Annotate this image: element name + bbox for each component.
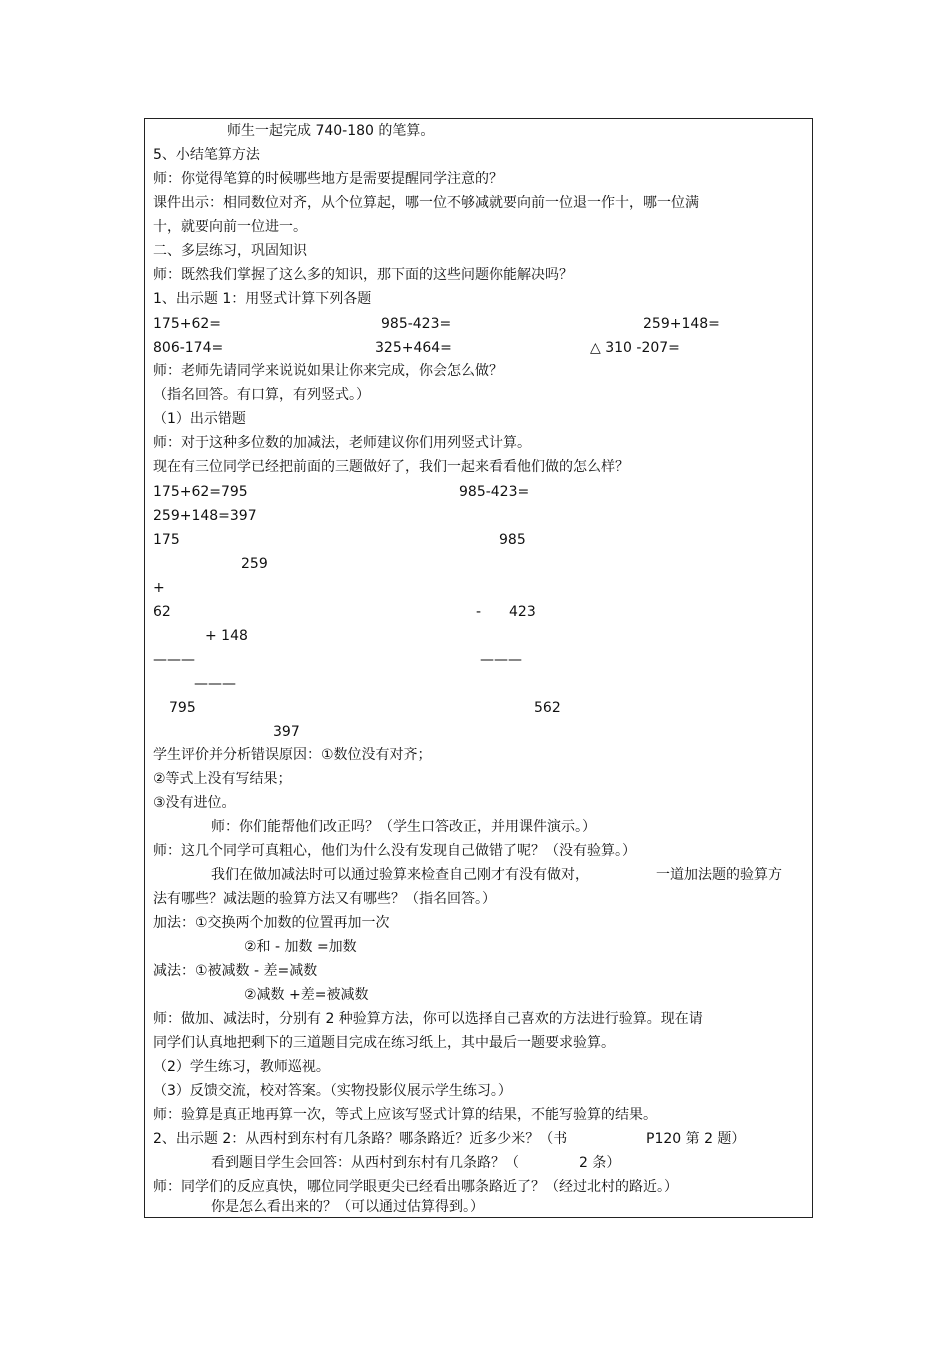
- math-expression: 259+148=397: [153, 508, 257, 524]
- text-line: 师：你觉得笔算的时候哪些地方是需要提醒同学注意的？: [153, 171, 503, 187]
- vertical-calc-rule: ———: [480, 652, 522, 668]
- vertical-calc-operator: -: [476, 604, 482, 620]
- text-line: 5、小结笔算方法: [153, 147, 260, 163]
- vertical-calc-operator: +: [153, 580, 165, 596]
- text-line: 2、出示题 2：从西村到东村有几条路？哪条路近？近多少米？（书: [153, 1131, 568, 1147]
- text-line: 师生一起完成 740-180 的笔算。: [227, 123, 435, 139]
- text-line: ②等式上没有写结果；: [153, 771, 292, 787]
- vertical-calc-result: 562: [534, 700, 561, 716]
- vertical-calc-digit: 423: [509, 604, 536, 620]
- text-line: 师：老师先请同学来说说如果让你来完成，你会怎么做？: [153, 363, 503, 379]
- text-line: P120 第 2 题）: [646, 1131, 746, 1147]
- text-line: 一道加法题的验算方: [656, 867, 782, 883]
- text-line: （2）学生练习，教师巡视。: [153, 1059, 330, 1075]
- vertical-calc-result: 795: [169, 700, 196, 716]
- text-line: 师：同学们的反应真快，哪位同学眼更尖已经看出哪条路近了？（经过北村的路近。）: [153, 1179, 678, 1195]
- vertical-calc-digit: + 148: [205, 628, 248, 644]
- text-line: （1）出示错题: [153, 411, 246, 427]
- text-line: ③没有进位。: [153, 795, 236, 811]
- text-line: 师：做加、减法时，分别有 2 种验算方法，你可以选择自己喜欢的方法进行验算。现在请: [153, 1011, 703, 1027]
- vertical-calc-digit: 259: [241, 556, 268, 572]
- section-heading: 二、多层练习，巩固知识: [153, 243, 307, 259]
- text-line: 减法：①被减数 - 差=减数: [153, 963, 318, 979]
- text-line: 你是怎么看出来的？（可以通过估算得到。）: [211, 1199, 484, 1215]
- math-expression: △ 310 -207=: [590, 340, 680, 356]
- text-line: 课件出示：相同数位对齐，从个位算起，哪一位不够减就要向前一位退一作十，哪一位满: [153, 195, 699, 211]
- text-line: 师：验算是真正地再算一次，等式上应该写竖式计算的结果，不能写验算的结果。: [153, 1107, 657, 1123]
- text-line: 法有哪些？减法题的验算方法又有哪些？（指名回答。）: [153, 891, 496, 907]
- text-line: 师：既然我们掌握了这么多的知识，那下面的这些问题你能解决吗？: [153, 267, 573, 283]
- text-line: （指名回答。有口算，有列竖式。）: [153, 387, 370, 403]
- math-expression: 806-174=: [153, 340, 224, 356]
- text-line: 师：这几个同学可真粗心，他们为什么没有发现自己做错了呢？（没有验算。）: [153, 843, 636, 859]
- vertical-calc-rule: ———: [194, 676, 236, 692]
- text-line: ②和 - 加数 =加数: [244, 939, 357, 955]
- text-line: （3）反馈交流，校对答案。（实物投影仪展示学生练习。）: [153, 1083, 512, 1099]
- text-line: 2 条）: [579, 1155, 621, 1171]
- text-line: 现在有三位同学已经把前面的三题做好了，我们一起来看看他们做的怎么样？: [153, 459, 629, 475]
- math-expression: 985-423=: [459, 484, 530, 500]
- text-line: 师：你们能帮他们改正吗？（学生口答改正，并用课件演示。）: [211, 819, 596, 835]
- math-expression: 259+148=: [643, 316, 720, 332]
- vertical-calc-digit: 62: [153, 604, 171, 620]
- math-expression: 175+62=: [153, 316, 221, 332]
- text-line: 十，就要向前一位进一。: [153, 219, 307, 235]
- math-expression: 325+464=: [375, 340, 452, 356]
- vertical-calc-rule: ———: [153, 652, 195, 668]
- text-line: 同学们认真地把剩下的三道题目完成在练习纸上，其中最后一题要求验算。: [153, 1035, 615, 1051]
- text-line: 学生评价并分析错误原因：①数位没有对齐；: [153, 747, 432, 763]
- text-line: 1、出示题 1：用竖式计算下列各题: [153, 291, 372, 307]
- text-line: 加法：①交换两个加数的位置再加一次: [153, 915, 390, 931]
- math-expression: 175+62=795: [153, 484, 248, 500]
- vertical-calc-result: 397: [273, 724, 300, 740]
- text-line: 我们在做加减法时可以通过验算来检查自己刚才有没有做对，: [211, 867, 589, 883]
- vertical-calc-digit: 175: [153, 532, 180, 548]
- text-line: ②减数 +差=被减数: [244, 987, 369, 1003]
- math-expression: 985-423=: [381, 316, 452, 332]
- text-line: 看到题目学生会回答：从西村到东村有几条路？（: [211, 1155, 519, 1171]
- text-line: 师：对于这种多位数的加减法，老师建议你们用列竖式计算。: [153, 435, 531, 451]
- vertical-calc-digit: 985: [499, 532, 526, 548]
